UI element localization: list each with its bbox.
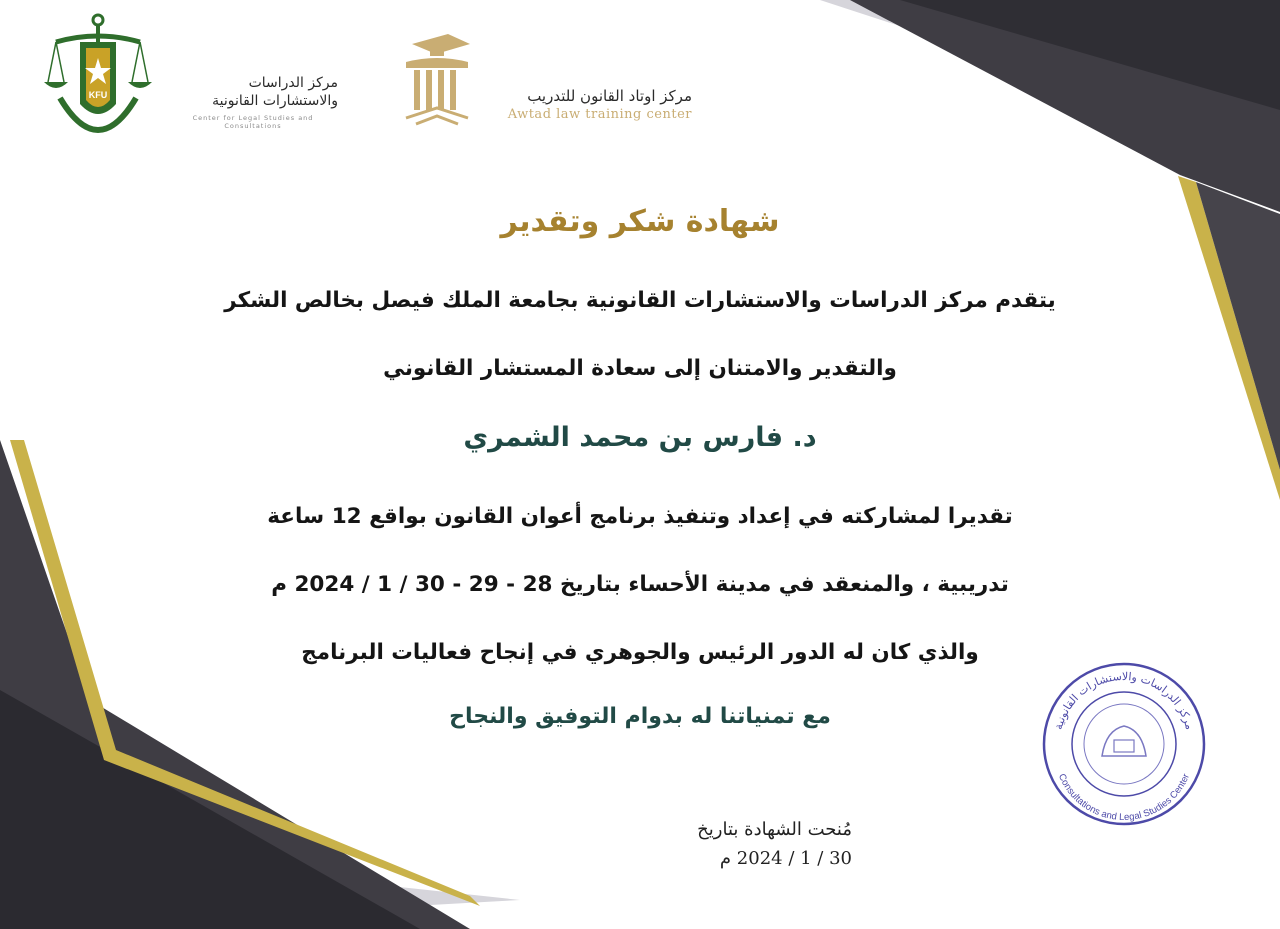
awtad-name-en: Awtad law training center (507, 107, 692, 122)
issued-date-block (600, 816, 852, 874)
seal-text-ar: مركز الدراسات والاستشارات القانونية (1051, 669, 1197, 731)
body-line-3: تقديرا لمشاركته في إعداد وتنفيذ برنامج أعوان القانون بواقع 12 ساعة (267, 504, 1013, 529)
issued-label: مُنحت الشهادة بتاريخ (697, 819, 852, 840)
center-logo-text (168, 74, 338, 130)
certificate-title: شهادة شكر وتقدير (500, 204, 780, 239)
body-line-2: والتقدير والامتنان إلى سعادة المستشار القانوني (383, 356, 897, 381)
seal-text-en: Consultations and Legal Studies Center (1055, 772, 1193, 824)
center-name-line2: والاستشارات القانونية (212, 93, 338, 109)
recipient-name: د. فارس بن محمد الشمري (463, 422, 817, 453)
body-line-4: تدريبية ، والمنعقد في مدينة الأحساء بتاريخ 28 - 29 - 30 / 1 / 2024 م (271, 572, 1009, 597)
closing-wish: مع تمنياتنا له بدوام التوفيق والنجاح (449, 704, 831, 729)
awtad-name-ar: مركز اوتاد القانون للتدريب (527, 87, 692, 105)
official-seal (1040, 660, 1208, 828)
kfu-logo (40, 12, 156, 148)
body-line-5: والذي كان له الدور الرئيس والجوهري في إنجاح فعاليات البرنامج (301, 640, 979, 665)
awtad-logo-icon (400, 32, 474, 128)
body-line-1: يتقدم مركز الدراسات والاستشارات القانونية بجامعة الملك فيصل بخالص الشكر (224, 288, 1056, 313)
issued-date: 30 / 1 / 2024 م (719, 848, 852, 869)
awtad-logo-text (476, 86, 692, 124)
center-name-en: Center for Legal Studies and Consultations (192, 114, 314, 130)
center-name-line1: مركز الدراسات (248, 75, 338, 91)
kfu-badge-text: KFU (88, 90, 108, 100)
